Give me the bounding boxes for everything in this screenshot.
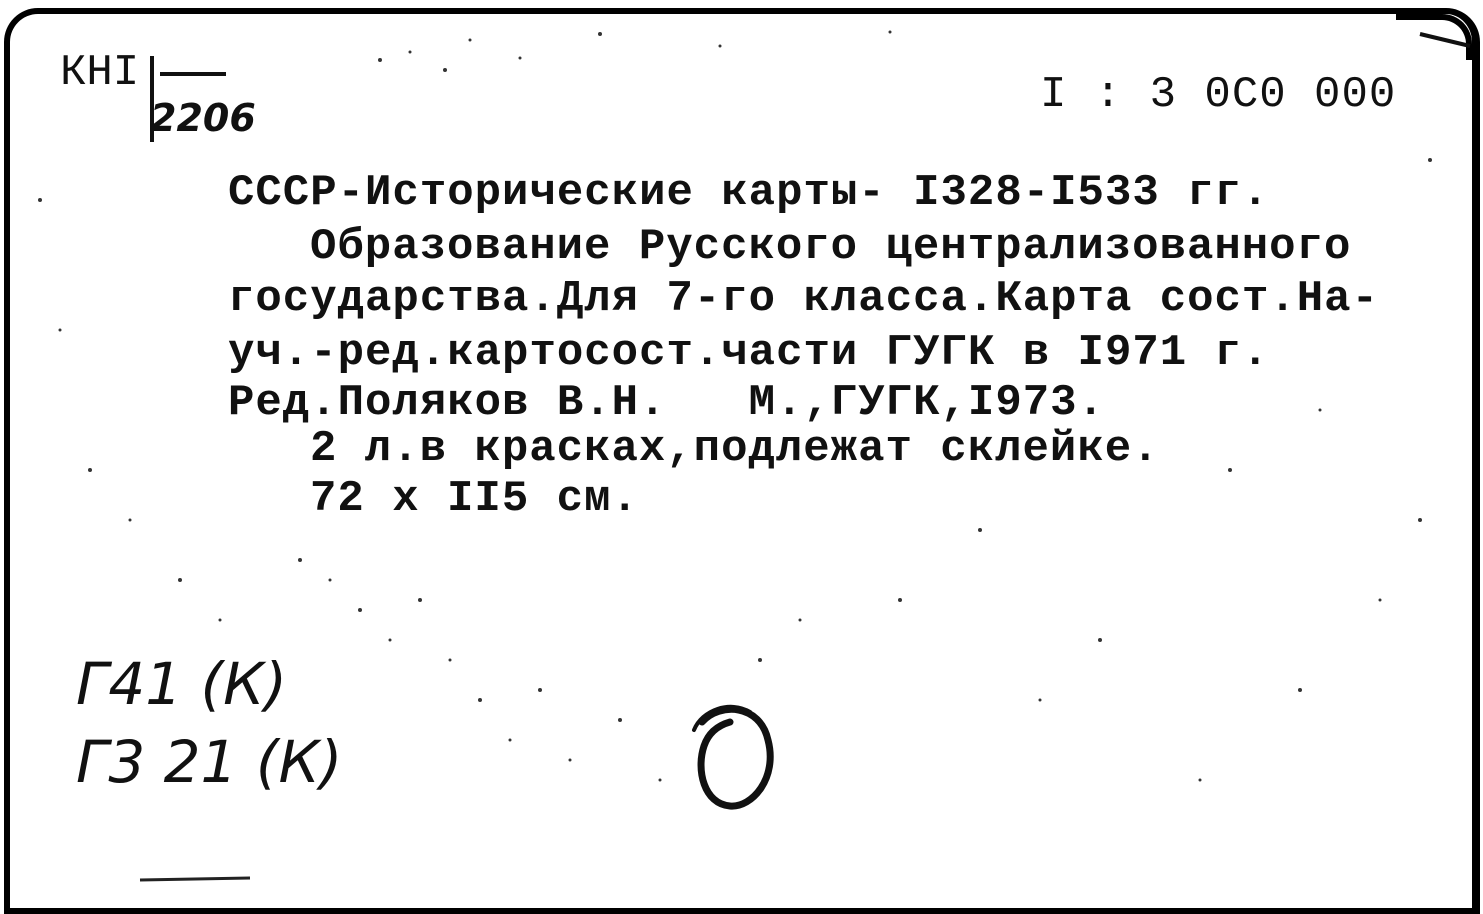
handwritten-circle-mark xyxy=(690,700,776,812)
card-line-sheets: 2 л.в красках,подлежат склейке. xyxy=(310,424,1160,474)
card-line-description: государства.Для 7-го класса.Карта сост.На- xyxy=(228,274,1379,324)
shelf-mark-1: Г41 (К) xyxy=(76,650,287,718)
card-line-size: 72 х II5 см. xyxy=(310,474,639,524)
card-corner-tab xyxy=(1396,14,1472,60)
card-line-author: уч.-ред.картосост.части ГУГК в I971 г. xyxy=(228,328,1270,378)
call-overline xyxy=(160,72,226,76)
map-scale: I : 3 0С0 000 xyxy=(1040,70,1397,120)
shelf-mark-2: Г3 21 (К) xyxy=(76,728,343,796)
call-number: 2206 xyxy=(150,96,256,140)
call-prefix: КНI xyxy=(60,48,140,98)
card-line-editor: Ред.Поляков В.Н. М.,ГУГК,I973. xyxy=(228,378,1105,428)
card-line-subtitle: Образование Русского централизованного xyxy=(310,222,1352,272)
card-line-title: СССР-Исторические карты- I328-I533 гг. xyxy=(228,168,1270,218)
